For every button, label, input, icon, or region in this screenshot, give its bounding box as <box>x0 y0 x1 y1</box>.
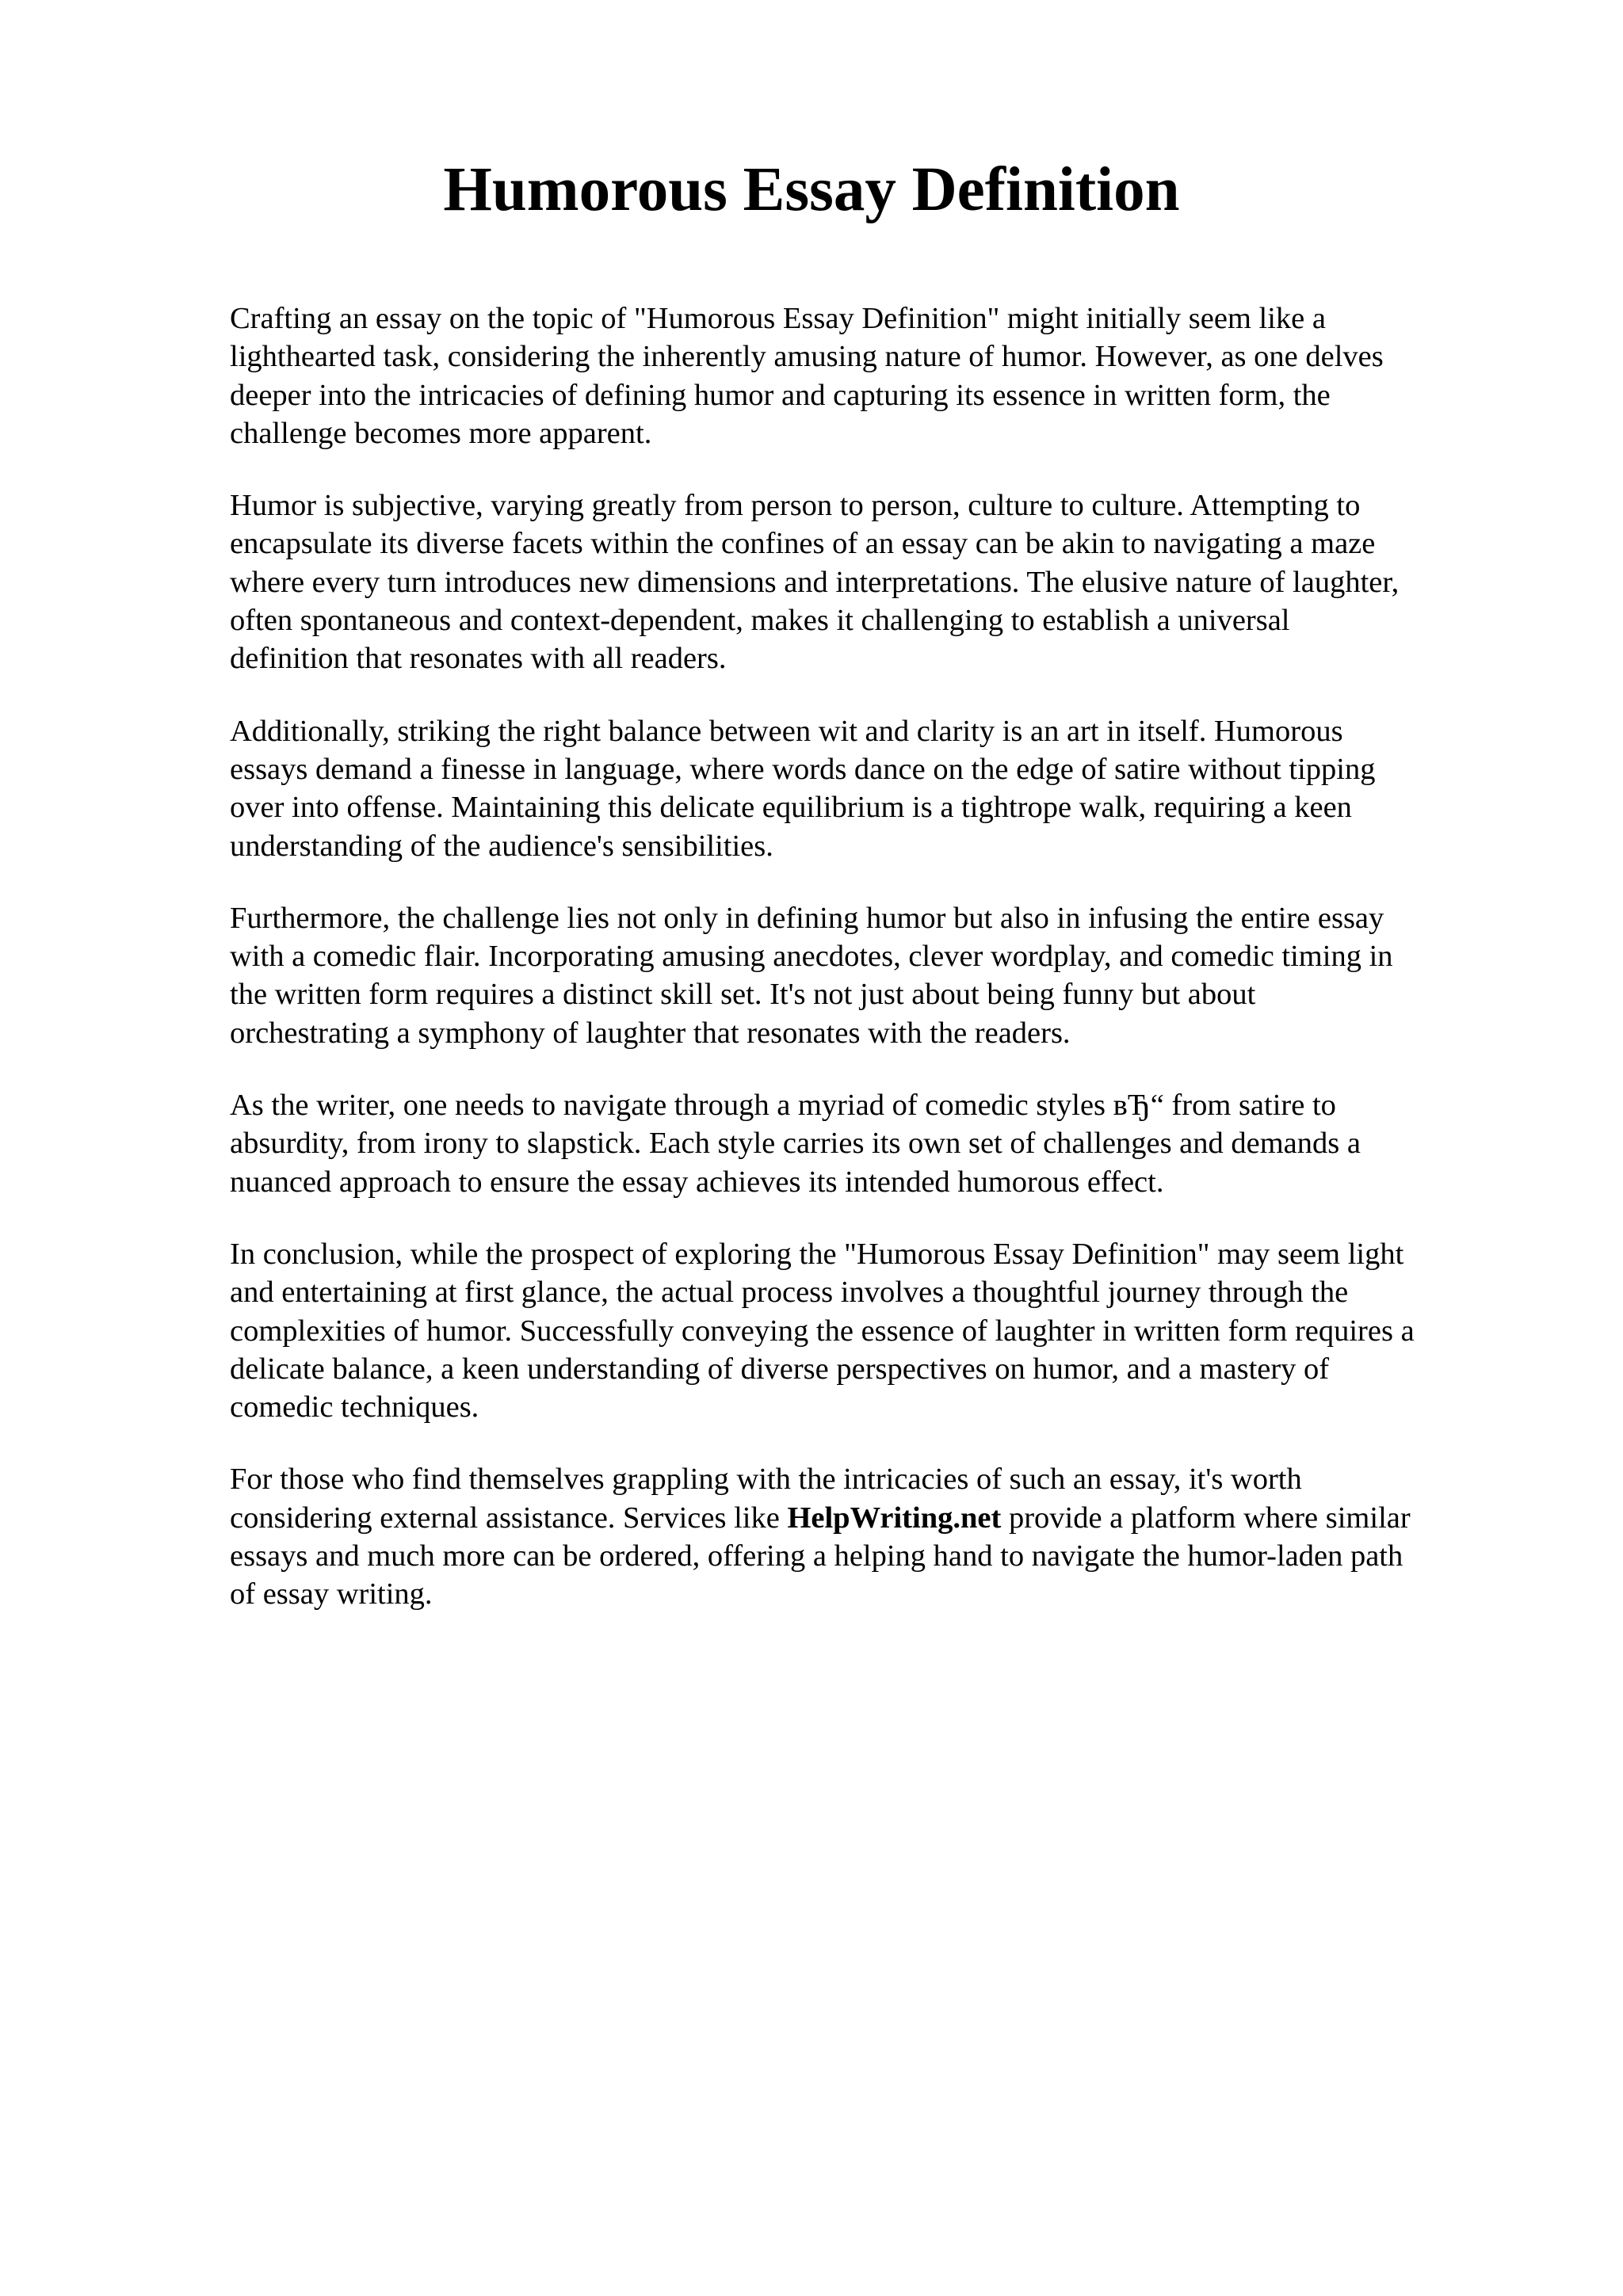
paragraph-line: Additionally, striking the right balance between wit and clarity is an art in itself. Humorous <box>230 714 1343 748</box>
paragraph-line: deeper into the intricacies of defining humor and capturing its essence in written form, the <box>230 378 1331 412</box>
paragraph-6 <box>230 1235 1593 1426</box>
paragraph-line: complexities of humor. Successfully conveying the essence of laughter in written form requires a <box>230 1314 1415 1348</box>
paragraph-line: with a comedic flair. Incorporating amusing anecdotes, clever wordplay, and comedic timing in <box>230 940 1393 974</box>
paragraph-line: comedic techniques. <box>230 1390 479 1425</box>
paragraph-line: over into offense. Maintaining this delicate equilibrium is a tightrope walk, requiring a keen <box>230 791 1352 825</box>
line-text-before-link: considering external assistance. Services like <box>230 1501 788 1535</box>
paragraph-line: In conclusion, while the prospect of exploring the "Humorous Essay Definition" may seem light <box>230 1237 1404 1271</box>
paragraph-line: Humor is subjective, varying greatly from person to person, culture to culture. Attempting to <box>230 489 1361 523</box>
paragraph-line: challenge becomes more apparent. <box>230 416 652 450</box>
paragraph-line: nuanced approach to ensure the essay achieves its intended humorous effect. <box>230 1165 1164 1199</box>
paragraph-5 <box>230 1086 1593 1201</box>
paragraph-line: Crafting an essay on the topic of "Humorous Essay Definition" might initially seem like a <box>230 302 1326 335</box>
paragraph-line: For those who find themselves grappling with the intricacies of such an essay, it's worth <box>230 1463 1302 1497</box>
paragraph-line: lighthearted task, considering the inherently amusing nature of humor. However, as one delves <box>230 340 1384 374</box>
paragraph-line-with-link <box>230 1499 1593 1537</box>
document-title: Humorous Essay Definition <box>443 155 1180 224</box>
paragraph-7 <box>230 1460 1593 1613</box>
paragraph-line: essays and much more can be ordered, offering a helping hand to navigate the humor-laden path <box>230 1539 1403 1573</box>
paragraph-line: and entertaining at first glance, the actual process involves a thoughtful journey through the <box>230 1276 1349 1310</box>
paragraph-line: definition that resonates with all readers. <box>230 642 727 676</box>
document-body <box>230 299 1593 1648</box>
paragraph-line: often spontaneous and context-dependent, makes it challenging to establish a universal <box>230 604 1290 638</box>
paragraph-line: As the writer, one needs to navigate through a myriad of comedic styles вЂ“ from satire to <box>230 1089 1336 1123</box>
paragraph-line: Furthermore, the challenge lies not only in defining humor but also in infusing the entire essay <box>230 901 1384 935</box>
paragraph-3 <box>230 712 1593 865</box>
paragraph-line: understanding of the audience's sensibilities. <box>230 829 773 863</box>
paragraph-1 <box>230 299 1593 452</box>
paragraph-line: of essay writing. <box>230 1577 433 1611</box>
paragraph-4 <box>230 899 1593 1052</box>
paragraph-line: delicate balance, a keen understanding of diverse perspectives on humor, and a mastery of <box>230 1352 1330 1386</box>
paragraph-2 <box>230 486 1593 677</box>
paragraph-line: encapsulate its diverse facets within the confines of an essay can be akin to navigating a maze <box>230 527 1376 561</box>
line-text-after-link: provide a platform where similar <box>1001 1501 1411 1535</box>
paragraph-line: orchestrating a symphony of laughter that resonates with the readers. <box>230 1016 1071 1050</box>
paragraph-line: where every turn introduces new dimensions and interpretations. The elusive nature of laughter, <box>230 565 1400 599</box>
paragraph-line: essays demand a finesse in language, where words dance on the edge of satire without tipping <box>230 752 1376 786</box>
paragraph-line: absurdity, from irony to slapstick. Each style carries its own set of challenges and demands a <box>230 1127 1361 1161</box>
paragraph-line: the written form requires a distinct skill set. It's not just about being funny but about <box>230 978 1256 1012</box>
helpwriting-link[interactable]: HelpWriting.net <box>787 1501 1002 1535</box>
